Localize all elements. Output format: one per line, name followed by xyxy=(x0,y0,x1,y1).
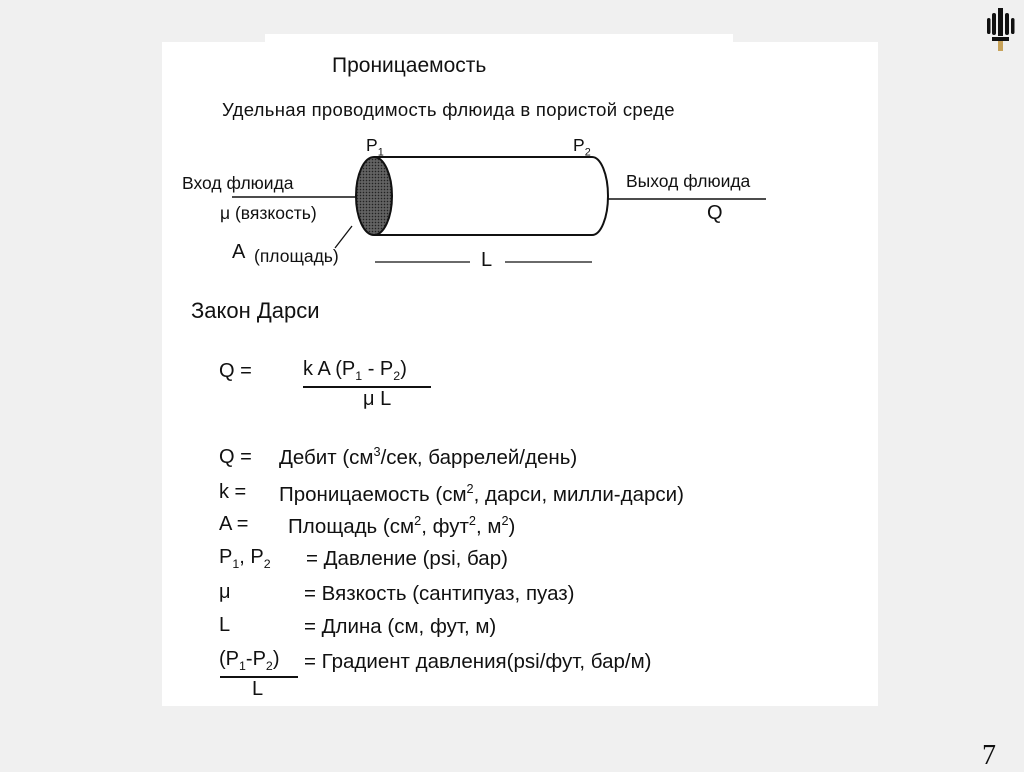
def-q-symbol: Q = xyxy=(219,446,252,468)
def-l-symbol: L xyxy=(219,614,231,636)
page-number: 7 xyxy=(982,740,996,771)
def-a-text: Площадь ($см^2$, фут$^2$, $м^2$) xyxy=(288,513,516,538)
slide-title: Проницаемость xyxy=(332,54,487,77)
law-denominator: μ L xyxy=(363,388,392,410)
p2-label: $P_2$ xyxy=(573,135,591,159)
area-symbol: A xyxy=(232,241,246,263)
def-k-text: Проницаемость ($см^2$, дарси, милли-дарси) xyxy=(279,481,684,506)
core-sample-diagram xyxy=(0,0,1024,300)
def-mu-symbol: μ xyxy=(219,581,231,603)
flow-label: Q xyxy=(707,202,723,224)
def-q-text: Дебит ($см^3$/сек, баррелей/день) xyxy=(279,444,578,469)
law-heading: Закон Дарси xyxy=(191,298,320,323)
def-k-symbol: k = xyxy=(219,481,247,503)
area-pointer xyxy=(335,226,352,248)
inlet-face xyxy=(356,157,392,235)
def-a-symbol: A = xyxy=(219,513,249,535)
outlet-label: Выход флюида xyxy=(626,171,751,191)
def-gradient-text: = Градиент давления(psi/фут, бар/м) xyxy=(304,650,652,673)
def-gradient-denominator: L xyxy=(252,678,264,700)
viscosity-label: μ (вязкость) xyxy=(220,203,317,223)
inlet-label: Вход флюида xyxy=(182,173,294,193)
def-l-text: = Длина (см, фут, м) xyxy=(304,615,497,638)
def-gradient-symbol: $(P_1-P_2)$ xyxy=(219,648,280,673)
def-p-symbol: $P_1$, $P_2$ xyxy=(219,546,271,571)
def-mu-text: = Вязкость (сантипуаз, пуаз) xyxy=(304,582,575,605)
def-p-text: = Давление (psi, бар) xyxy=(306,547,508,570)
area-label: (площадь) xyxy=(254,246,339,266)
p1-label: $P_1$ xyxy=(366,135,384,159)
length-label: L xyxy=(481,249,493,271)
slide-subtitle: Удельная проводимость флюида в пористой среде xyxy=(222,99,675,120)
cylinder xyxy=(356,157,608,235)
law-numerator: k A $(P_1 - P_2)$ xyxy=(303,358,407,383)
law-lhs: Q = xyxy=(219,360,252,382)
